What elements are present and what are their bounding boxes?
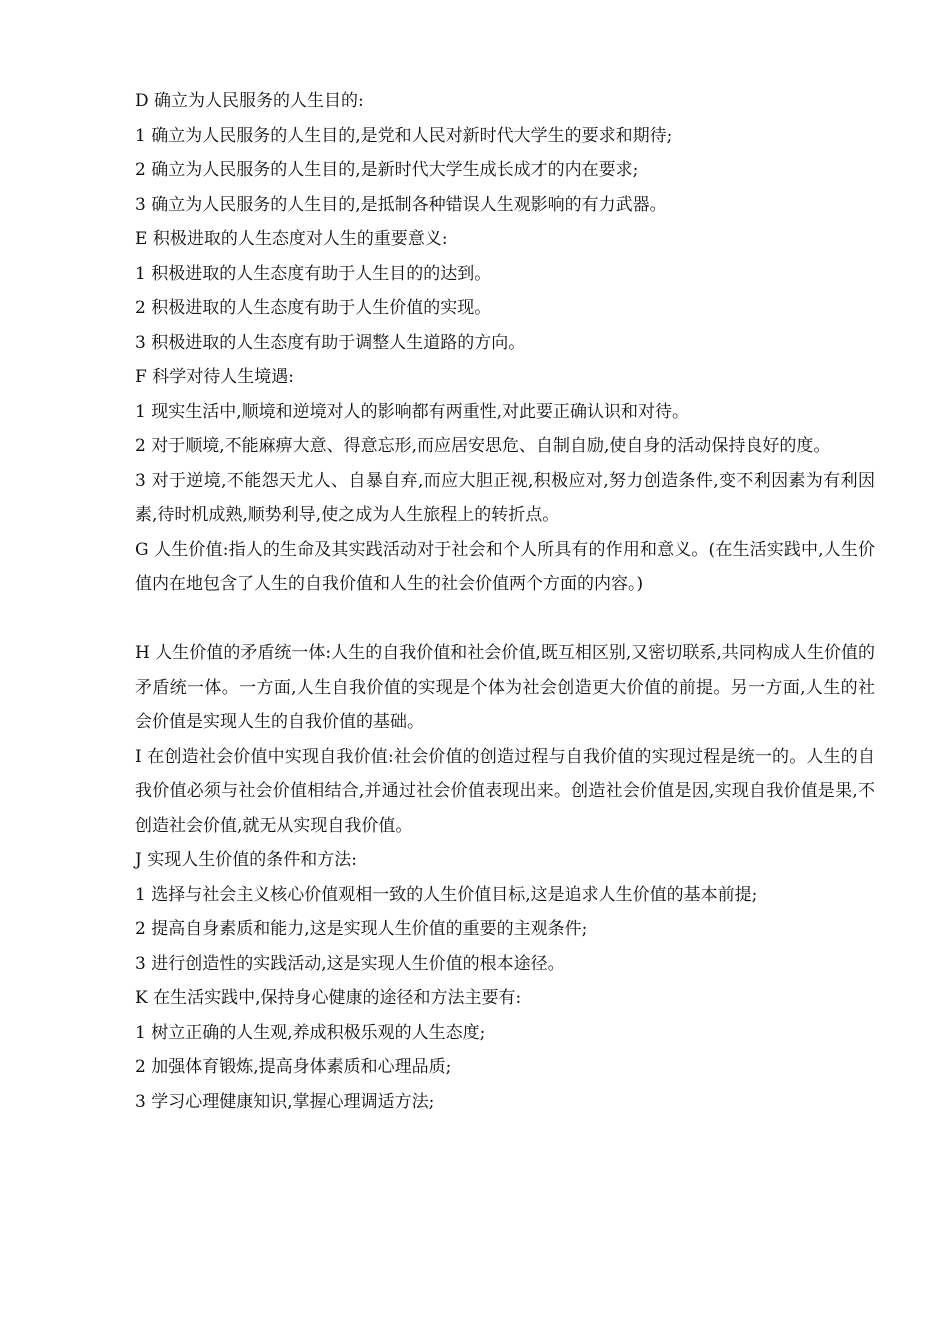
section-e-item-1: 1 积极进取的人生态度有助于人生目的的达到。 — [135, 263, 492, 284]
section-f-item-1: 1 现实生活中,顺境和逆境对人的影响都有两重性,对此要正确认识和对待。 — [135, 401, 690, 422]
section-d-heading: D 确立为人民服务的人生目的: — [135, 91, 364, 111]
section-j-item-2: 2 提高自身素质和能力,这是实现人生价值的重要的主观条件; — [135, 919, 588, 939]
section-h-paragraph: H 人生价值的矛盾统一体:人生的自我价值和社会价值,既互相区别,又密切联系,共同构成人生价值的矛盾统一体。一方面,人生自我价值的实现是个体为社会创造更大价值的前提。另一方面,人生的社会价值是实现人生的自我价值的基础。 — [135, 643, 875, 732]
section-j-item-1: 1 选择与社会主义核心价值观相一致的人生价值目标,这是追求人生价值的基本前提; — [135, 884, 758, 905]
section-d-item-3: 3 确立为人民服务的人生目的,是抵制各种错误人生观影响的有力武器。 — [135, 194, 667, 215]
section-k-item-3: 3 学习心理健康知识,掌握心理调适方法; — [135, 1091, 435, 1112]
section-j-heading: J 实现人生价值的条件和方法: — [135, 850, 357, 870]
blank-line — [135, 602, 875, 637]
section-e-heading: E 积极进取的人生态度对人生的重要意义: — [135, 229, 448, 249]
section-k-item-1: 1 树立正确的人生观,养成积极乐观的人生态度; — [135, 1022, 486, 1043]
section-d-item-1: 1 确立为人民服务的人生目的,是党和人民对新时代大学生的要求和期待; — [135, 125, 673, 146]
section-f-item-3: 3 对于逆境,不能怨天尤人、自暴自弃,而应大胆正视,积极应对,努力创造条件,变不利因素为有利因素,待时机成熟,顺势利导,使之成为人生旅程上的转折点。 — [135, 470, 875, 525]
section-f-item-2: 2 对于顺境,不能麻痹大意、得意忘形,而应居安思危、自制自励,使自身的活动保持良好的度。 — [135, 436, 831, 456]
section-j-item-3: 3 进行创造性的实践活动,这是实现人生价值的根本途径。 — [135, 953, 565, 974]
section-e-item-3: 3 积极进取的人生态度有助于调整人生道路的方向。 — [135, 332, 526, 353]
section-k-heading: K 在生活实践中,保持身心健康的途径和方法主要有: — [135, 988, 522, 1008]
section-i-paragraph: I 在创造社会价值中实现自我价值:社会价值的创造过程与自我价值的实现过程是统一的。人生的自我价值必须与社会价值相结合,并通过社会价值表现出来。创造社会价值是因,实现自我价值是果,不创造社会价值,就无从实现自我价值。 — [135, 746, 875, 836]
section-f-heading: F 科学对待人生境遇: — [135, 367, 294, 387]
section-g-paragraph: G 人生价值:指人的生命及其实践活动对于社会和个人所具有的作用和意义。(在生活实践中,人生价值内在地包含了人生的自我价值和人生的社会价值两个方面的内容。) — [135, 539, 875, 594]
document-body — [135, 84, 875, 1119]
section-k-item-2: 2 加强体育锻炼,提高身体素质和心理品质; — [135, 1057, 452, 1077]
section-d-item-2: 2 确立为人民服务的人生目的,是新时代大学生成长成才的内在要求; — [135, 160, 639, 180]
section-e-item-2: 2 积极进取的人生态度有助于人生价值的实现。 — [135, 298, 492, 318]
